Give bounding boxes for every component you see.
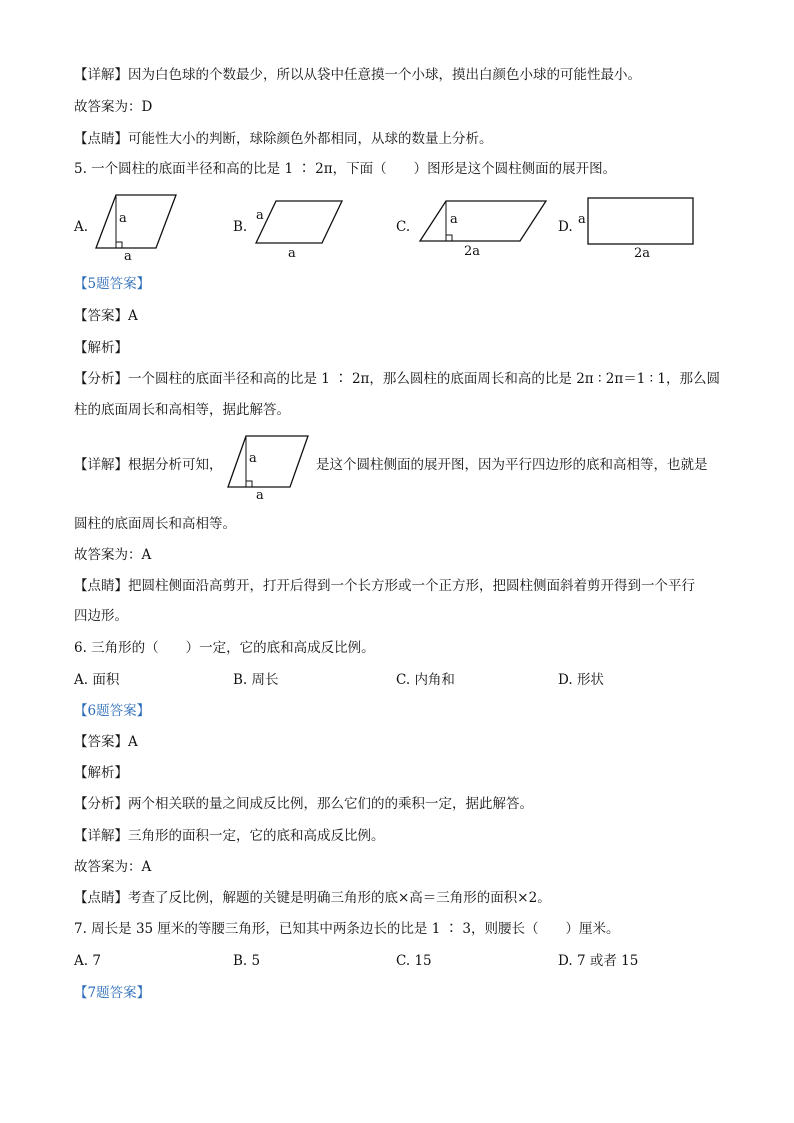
q5-option-b-figure xyxy=(250,195,350,265)
q7-option-d-letter: D. xyxy=(558,953,573,969)
q5-option-c-figure xyxy=(414,195,554,265)
q5-detail-base-label: a xyxy=(256,488,264,503)
q5-d-base-label: 2a xyxy=(634,246,651,261)
q6-option-a-text: 面积 xyxy=(92,672,120,688)
q5-d-side-label: a xyxy=(578,212,586,227)
q7-option-d-text: 7 或者 15 xyxy=(576,953,639,969)
q6-option-c-letter: C. xyxy=(396,672,411,688)
q6-option-c xyxy=(396,671,455,689)
q4-detail: 【详解】因为白色球的个数最少，所以从袋中任意摸一个小球，摸出白颜色小球的可能性最小。 xyxy=(74,67,641,83)
q5-c-base-label: 2a xyxy=(464,244,481,259)
q5-answer: 【答案】A xyxy=(74,308,138,324)
q4-answer: 故答案为：D xyxy=(74,99,153,115)
q7-option-d xyxy=(558,952,638,970)
q5-analysis-line2: 柱的底面周长和高相等，据此解答。 xyxy=(74,402,290,418)
q5-c-side-label: a xyxy=(450,212,458,227)
q6-option-d-letter: D. xyxy=(558,672,573,688)
q5-option-a-letter: A. xyxy=(74,219,89,235)
q5-b-base-label: a xyxy=(288,246,296,261)
q5-answer-header: 【5题答案】 xyxy=(74,276,151,292)
q5-detail-parallelogram xyxy=(224,432,316,502)
q6-option-a-letter: A. xyxy=(74,672,89,688)
q6-option-d xyxy=(558,671,604,689)
q5-jiexi: 【解析】 xyxy=(74,340,128,356)
q7-option-b-text: 5 xyxy=(251,953,261,969)
q6-option-a xyxy=(74,671,119,689)
q6-answer-header: 【6题答案】 xyxy=(74,703,151,719)
q5-option-d-figure xyxy=(578,195,698,265)
q6-option-b xyxy=(233,671,279,689)
q7-option-a xyxy=(74,952,101,970)
q5-option-a-figure xyxy=(90,190,190,265)
q6-final-answer: 故答案为：A xyxy=(74,859,152,875)
q5-option-c-letter: C. xyxy=(396,219,411,235)
q7-option-c-text: 15 xyxy=(414,953,432,969)
q6-option-d-text: 形状 xyxy=(576,672,604,688)
q5-b-side-label: a xyxy=(256,208,264,223)
q5-tip-line1: 【点睛】把圆柱侧面沿高剪开，打开后得到一个长方形或一个正方形，把圆柱侧面斜着剪开得到一个平行 xyxy=(74,578,695,594)
q6-stem: 6. 三角形的（ ）一定，它的底和高成反比例。 xyxy=(74,640,375,656)
q4-tip: 【点睛】可能性大小的判断，球除颜色外都相同，从球的数量上分析。 xyxy=(74,131,493,147)
q7-stem: 7. 周长是 35 厘米的等腰三角形，已知其中两条边长的比是 1 ∶ 3，则腰长（ ）厘米。 xyxy=(74,921,620,937)
q5-a-base-label: a xyxy=(124,249,132,264)
q5-a-side-label: a xyxy=(119,211,127,226)
q5-detail-suffix: 是这个圆柱侧面的展开图，因为平行四边形的底和高相等，也就是 xyxy=(316,457,708,473)
q5-option-d-letter: D. xyxy=(558,219,573,235)
q6-option-b-text: 周长 xyxy=(251,672,279,688)
q6-jiexi: 【解析】 xyxy=(74,765,128,781)
q7-option-a-letter: A. xyxy=(74,953,89,969)
q7-answer-header: 【7题答案】 xyxy=(74,985,151,1001)
q5-option-b-letter: B. xyxy=(233,219,248,235)
q5-final-answer: 故答案为：A xyxy=(74,547,152,563)
q5-tip-line2: 四边形。 xyxy=(74,608,128,624)
q5-detail-prefix: 【详解】根据分析可知， xyxy=(74,457,223,473)
q5-detail-side-label: a xyxy=(249,451,257,466)
q6-answer: 【答案】A xyxy=(74,734,138,750)
q7-option-b xyxy=(233,952,260,970)
q6-option-c-text: 内角和 xyxy=(414,672,455,688)
q7-option-c-letter: C. xyxy=(396,953,411,969)
q6-analysis: 【分析】两个相关联的量之间成反比例，那么它们的的乘积一定，据此解答。 xyxy=(74,796,533,812)
q7-option-a-text: 7 xyxy=(92,953,101,969)
q7-option-b-letter: B. xyxy=(233,953,248,969)
q5-analysis-line1: 【分析】一个圆柱的底面半径和高的比是 1 ∶ 2π，那么圆柱的底面周长和高的比是 2π ∶ 2π＝1 ∶ 1，那么圆 xyxy=(74,371,721,387)
q5-stem: 5. 一个圆柱的底面半径和高的比是 1 ∶ 2π，下面（ ）图形是这个圆柱侧面的展开图。 xyxy=(74,161,617,177)
q6-tip: 【点睛】考查了反比例，解题的关键是明确三角形的底×高＝三角形的面积×2。 xyxy=(74,890,551,906)
q5-detail-line2: 圆柱的底面周长和高相等。 xyxy=(74,516,236,532)
q7-option-c xyxy=(396,952,432,970)
q6-option-b-letter: B. xyxy=(233,672,248,688)
q6-detail: 【详解】三角形的面积一定，它的底和高成反比例。 xyxy=(74,828,385,844)
